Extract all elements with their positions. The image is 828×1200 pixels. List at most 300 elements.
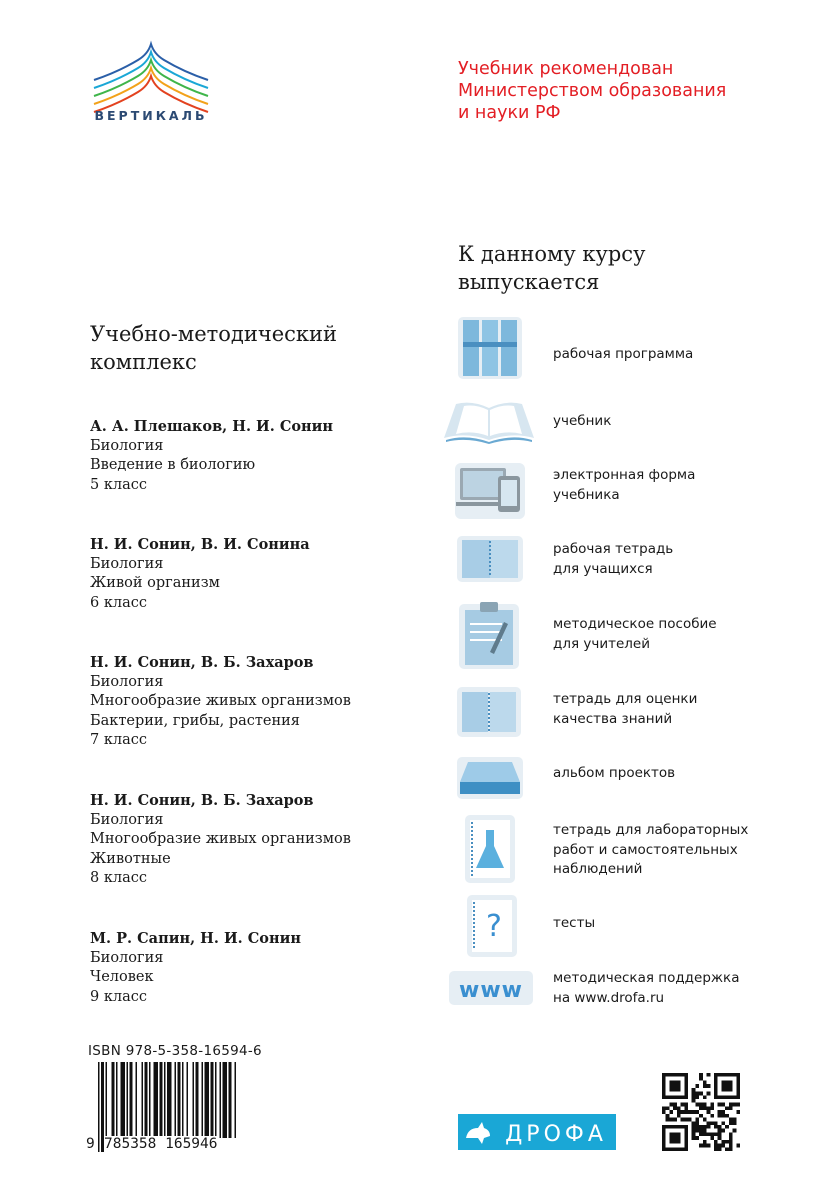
barcode-bar — [98, 1062, 100, 1152]
heading-line: выпускается — [458, 270, 600, 294]
qr-module — [710, 1114, 714, 1118]
book-authors: М. Р. Сапин, Н. И. Сонин — [90, 930, 301, 947]
resource-line: работ и самостоятельных — [553, 841, 738, 858]
qr-module — [729, 1140, 733, 1144]
qr-module — [666, 1095, 670, 1099]
qr-module — [729, 1132, 733, 1136]
qr-module — [725, 1080, 729, 1084]
qr-module — [736, 1077, 740, 1081]
workbook-icon — [456, 535, 524, 583]
qr-module — [725, 1114, 729, 1118]
qr-module — [692, 1121, 696, 1125]
resource-line: для учащихся — [553, 560, 653, 577]
qr-module — [707, 1121, 711, 1125]
qr-module — [733, 1095, 737, 1099]
resource-line: рабочая тетрадь — [553, 541, 674, 557]
qr-module — [699, 1073, 703, 1077]
book-entry — [90, 929, 420, 1007]
qr-module — [725, 1084, 729, 1088]
qr-module — [681, 1110, 685, 1114]
flask-icon — [464, 814, 516, 884]
qr-module — [662, 1110, 666, 1114]
qr-module — [729, 1080, 733, 1084]
qr-module — [662, 1136, 666, 1140]
qr-module — [662, 1092, 666, 1096]
resource-line: тетрадь для лабораторных — [553, 822, 749, 838]
qr-module — [707, 1125, 711, 1129]
barcode-bar — [193, 1062, 195, 1138]
qr-module — [695, 1092, 699, 1096]
www-text: www — [459, 978, 523, 1003]
qr-module — [681, 1125, 685, 1129]
book-authors: Н. И. Сонин, В. И. Сонина — [90, 536, 310, 553]
qr-module — [684, 1073, 688, 1077]
qr-module — [714, 1121, 718, 1125]
qr-module — [703, 1144, 707, 1148]
qr-module — [707, 1106, 711, 1110]
qr-module — [662, 1129, 666, 1133]
qr-module — [714, 1084, 718, 1088]
qr-module — [714, 1125, 718, 1129]
qr-module — [669, 1132, 673, 1136]
qr-module — [684, 1077, 688, 1081]
book-line: Биология — [90, 949, 164, 966]
qr-module — [714, 1073, 718, 1077]
qr-module — [673, 1095, 677, 1099]
book-line: Биология — [90, 811, 164, 828]
barcode-bar — [229, 1062, 232, 1138]
qr-module — [725, 1140, 729, 1144]
book-entry — [90, 791, 420, 889]
qr-module — [725, 1125, 729, 1129]
resource-line: учебник — [553, 413, 612, 429]
resource-label — [553, 690, 813, 729]
qr-module — [725, 1147, 729, 1151]
qr-module — [736, 1073, 740, 1077]
qr-module — [710, 1132, 714, 1136]
barcode-bar — [175, 1062, 177, 1138]
barcode-bar — [182, 1062, 184, 1138]
qr-module — [699, 1129, 703, 1133]
qr-module — [677, 1110, 681, 1114]
qr-module — [718, 1144, 722, 1148]
qr-module — [736, 1103, 740, 1107]
book-line: 7 класс — [90, 732, 147, 748]
qr-module — [669, 1147, 673, 1151]
qr-module — [714, 1147, 718, 1151]
qr-module — [721, 1095, 725, 1099]
qr-module — [707, 1073, 711, 1077]
qr-module — [692, 1136, 696, 1140]
qr-module — [666, 1114, 670, 1118]
qr-module — [684, 1106, 688, 1110]
question-mark: ? — [486, 909, 502, 944]
qr-module — [695, 1084, 699, 1088]
qr-module — [677, 1106, 681, 1110]
resource-line: методическое пособие — [553, 616, 717, 632]
qr-module — [718, 1125, 722, 1129]
question-icon — [466, 894, 518, 958]
qr-module — [736, 1084, 740, 1088]
qr-module — [681, 1073, 685, 1077]
qr-module — [677, 1140, 681, 1144]
qr-module — [729, 1088, 733, 1092]
qr-module — [692, 1092, 696, 1096]
qr-module — [684, 1103, 688, 1107]
qr-module — [666, 1147, 670, 1151]
qr-module — [673, 1125, 677, 1129]
qr-module — [677, 1084, 681, 1088]
qr-module — [695, 1129, 699, 1133]
book-line: Биология — [90, 555, 164, 572]
qr-module — [695, 1121, 699, 1125]
qr-module — [729, 1103, 733, 1107]
qr-module — [677, 1125, 681, 1129]
book-line: 9 класс — [90, 988, 147, 1005]
barcode-bar — [149, 1062, 151, 1138]
isbn-label: ISBN 978-5-358-16594-6 — [88, 1043, 262, 1059]
qr-module — [710, 1121, 714, 1125]
qr-module — [692, 1099, 696, 1103]
qr-module — [736, 1088, 740, 1092]
qr-module — [681, 1147, 685, 1151]
recommendation-line: и науки РФ — [458, 103, 561, 123]
resource-label — [553, 540, 813, 579]
qr-module — [703, 1132, 707, 1136]
book-line: Животные — [90, 850, 171, 867]
book-entry — [90, 417, 420, 495]
series-logo-text: ВЕРТИКАЛЬ — [94, 108, 208, 123]
qr-module — [673, 1118, 677, 1122]
qr-module — [677, 1088, 681, 1092]
qr-module — [662, 1080, 666, 1084]
barcode-bar — [160, 1062, 163, 1138]
resource-label — [553, 615, 813, 654]
barcode-digits: 785358 165946 — [104, 1136, 218, 1152]
qr-module — [677, 1114, 681, 1118]
qr-module — [703, 1095, 707, 1099]
qr-module — [684, 1080, 688, 1084]
book-line: 8 класс — [90, 870, 147, 886]
qr-module — [666, 1106, 670, 1110]
qr-module — [721, 1088, 725, 1092]
qr-module — [733, 1129, 737, 1133]
qr-module — [695, 1095, 699, 1099]
qr-module — [669, 1125, 673, 1129]
qr-module — [662, 1125, 666, 1129]
qr-module — [703, 1140, 707, 1144]
qr-module — [669, 1095, 673, 1099]
qr-module — [707, 1110, 711, 1114]
qr-module — [707, 1132, 711, 1136]
qr-module — [714, 1095, 718, 1099]
barcode-bar — [142, 1062, 144, 1138]
qr-module — [684, 1144, 688, 1148]
barcode-bar — [154, 1062, 159, 1138]
qr-module — [662, 1106, 666, 1110]
qr-module — [733, 1103, 737, 1107]
qr-module — [684, 1110, 688, 1114]
qr-module — [703, 1125, 707, 1129]
qr-module — [721, 1121, 725, 1125]
resource-line: качества знаний — [553, 710, 673, 727]
qr-module — [699, 1125, 703, 1129]
qr-module — [669, 1136, 673, 1140]
book-line: Живой организм — [90, 575, 220, 591]
qr-module — [673, 1080, 677, 1084]
qr-module — [703, 1080, 707, 1084]
qr-module — [688, 1110, 692, 1114]
qr-module — [721, 1140, 725, 1144]
qr-module — [703, 1106, 707, 1110]
qr-module — [729, 1121, 733, 1125]
resource-label — [553, 821, 813, 880]
barcode-bar — [130, 1062, 133, 1138]
barcode-bar — [121, 1062, 126, 1138]
qr-module — [721, 1110, 725, 1114]
qr-module — [710, 1106, 714, 1110]
qr-module — [699, 1114, 703, 1118]
qr-module — [721, 1129, 725, 1133]
qr-module — [721, 1084, 725, 1088]
qr-module — [699, 1144, 703, 1148]
qr-module — [725, 1073, 729, 1077]
qr-module — [721, 1144, 725, 1148]
qr-module — [710, 1136, 714, 1140]
recommendation-line: Министерством образования — [458, 81, 727, 101]
qr-module — [714, 1140, 718, 1144]
qr-module — [673, 1140, 677, 1144]
resource-label — [553, 345, 813, 365]
album-icon — [456, 756, 524, 800]
clipboard-icon — [458, 600, 520, 670]
barcode-bar — [116, 1062, 118, 1138]
qr-module — [736, 1110, 740, 1114]
resource-line: для учителей — [553, 635, 650, 652]
book-line: Биология — [90, 673, 164, 690]
qr-module — [673, 1084, 677, 1088]
resource-line: электронная форма — [553, 467, 696, 483]
qr-module — [684, 1147, 688, 1151]
qr-module — [721, 1080, 725, 1084]
qr-module — [736, 1144, 740, 1148]
www-icon — [448, 970, 534, 1006]
qr-module — [721, 1114, 725, 1118]
qr-module — [729, 1136, 733, 1140]
course-heading — [458, 240, 798, 296]
book-line: Бактерии, грибы, растения — [90, 712, 300, 729]
notebook-icon — [456, 686, 522, 738]
barcode-bar — [235, 1062, 237, 1138]
barcode-first-digit: 9 — [86, 1136, 95, 1152]
book-line: Многообразие живых организмов — [90, 831, 351, 847]
qr-module — [669, 1110, 673, 1114]
qr-module — [669, 1073, 673, 1077]
resource-line: наблюдений — [553, 861, 643, 877]
qr-module — [673, 1106, 677, 1110]
resource-line: учебника — [553, 486, 620, 503]
qr-module — [692, 1110, 696, 1114]
resource-line: методическая поддержка — [553, 970, 740, 986]
qr-module — [695, 1118, 699, 1122]
qr-module — [677, 1073, 681, 1077]
qr-module — [699, 1132, 703, 1136]
resource-label — [553, 466, 813, 505]
book-entry — [90, 535, 420, 613]
qr-module — [714, 1088, 718, 1092]
qr-module — [669, 1080, 673, 1084]
qr-module — [662, 1088, 666, 1092]
qr-module — [718, 1073, 722, 1077]
qr-module — [684, 1084, 688, 1088]
qr-module — [707, 1092, 711, 1096]
qr-module — [677, 1132, 681, 1136]
qr-module — [673, 1136, 677, 1140]
complex-heading — [90, 320, 410, 376]
qr-module — [662, 1084, 666, 1088]
qr-module — [684, 1095, 688, 1099]
qr-module — [692, 1132, 696, 1136]
qr-module — [669, 1088, 673, 1092]
book-line: 5 класс — [90, 476, 147, 493]
heading-line: комплекс — [90, 350, 197, 374]
qr-code — [662, 1073, 740, 1151]
qr-module — [681, 1103, 685, 1107]
barcode-bar — [136, 1062, 138, 1138]
qr-module — [707, 1144, 711, 1148]
qr-module — [721, 1103, 725, 1107]
qr-module — [684, 1092, 688, 1096]
qr-module — [677, 1147, 681, 1151]
qr-module — [662, 1144, 666, 1148]
barcode-bar — [106, 1062, 108, 1138]
qr-module — [669, 1140, 673, 1144]
barcode-bar — [211, 1062, 214, 1138]
book-line: 6 класс — [90, 594, 147, 611]
barcode-bar — [223, 1062, 228, 1138]
qr-module — [699, 1077, 703, 1081]
barcode-bar — [202, 1062, 204, 1138]
qr-module — [733, 1118, 737, 1122]
qr-module — [718, 1110, 722, 1114]
resource-line: тесты — [553, 915, 596, 931]
qr-module — [736, 1095, 740, 1099]
qr-module — [736, 1080, 740, 1084]
resource-line: на www.drofa.ru — [553, 989, 665, 1006]
qr-module — [695, 1136, 699, 1140]
barcode-bar — [167, 1062, 172, 1138]
qr-module — [695, 1125, 699, 1129]
qr-module — [684, 1129, 688, 1133]
qr-module — [673, 1088, 677, 1092]
qr-module — [714, 1132, 718, 1136]
resource-label — [553, 412, 813, 432]
qr-module — [729, 1144, 733, 1148]
qr-module — [703, 1118, 707, 1122]
qr-module — [703, 1103, 707, 1107]
qr-module — [666, 1125, 670, 1129]
qr-module — [673, 1132, 677, 1136]
qr-module — [669, 1103, 673, 1107]
book-authors: Н. И. Сонин, В. Б. Захаров — [90, 792, 314, 809]
qr-module — [718, 1136, 722, 1140]
qr-module — [673, 1103, 677, 1107]
qr-module — [729, 1106, 733, 1110]
qr-module — [725, 1106, 729, 1110]
qr-module — [684, 1136, 688, 1140]
heading-line: К данному курсу — [458, 242, 646, 266]
book-line: Введение в биологию — [90, 457, 256, 473]
resource-label — [553, 914, 813, 934]
qr-module — [733, 1073, 737, 1077]
qr-module — [703, 1129, 707, 1133]
heading-line: Учебно-методический — [90, 322, 338, 346]
qr-module — [710, 1103, 714, 1107]
qr-module — [684, 1140, 688, 1144]
book-authors: А. А. Плешаков, Н. И. Сонин — [90, 418, 334, 435]
qr-module — [662, 1095, 666, 1099]
barcode-bar — [196, 1062, 199, 1138]
qr-module — [692, 1129, 696, 1133]
qr-module — [662, 1147, 666, 1151]
qr-module — [718, 1103, 722, 1107]
barcode-bar — [205, 1062, 210, 1138]
qr-module — [729, 1073, 733, 1077]
qr-module — [718, 1114, 722, 1118]
barcode-bar — [112, 1062, 115, 1138]
qr-module — [699, 1103, 703, 1107]
qr-module — [662, 1073, 666, 1077]
qr-module — [714, 1080, 718, 1084]
binders-icon — [457, 316, 523, 380]
barcode-bar — [164, 1062, 166, 1138]
resource-label — [553, 969, 813, 1008]
qr-module — [721, 1073, 725, 1077]
qr-module — [699, 1106, 703, 1110]
drofa-logo — [458, 1114, 616, 1150]
qr-module — [718, 1132, 722, 1136]
qr-module — [673, 1073, 677, 1077]
qr-module — [714, 1144, 718, 1148]
book-entry — [90, 653, 420, 751]
qr-module — [677, 1095, 681, 1099]
qr-module — [673, 1147, 677, 1151]
qr-module — [695, 1110, 699, 1114]
qr-module — [669, 1118, 673, 1122]
qr-module — [662, 1132, 666, 1136]
barcode-bar — [220, 1062, 222, 1138]
book-authors: Н. И. Сонин, В. Б. Захаров — [90, 654, 314, 671]
resource-label — [553, 764, 813, 784]
qr-module — [684, 1118, 688, 1122]
recommendation-text — [458, 58, 798, 124]
qr-module — [662, 1140, 666, 1144]
qr-module — [718, 1095, 722, 1099]
barcode-bar — [145, 1062, 148, 1138]
book-line: Человек — [90, 969, 154, 985]
qr-module — [692, 1088, 696, 1092]
qr-module — [688, 1118, 692, 1122]
qr-module — [736, 1092, 740, 1096]
qr-module — [714, 1077, 718, 1081]
resource-line: тетрадь для оценки — [553, 691, 698, 707]
qr-module — [684, 1132, 688, 1136]
open-book-icon — [442, 398, 536, 444]
qr-module — [692, 1095, 696, 1099]
qr-module — [729, 1147, 733, 1151]
qr-module — [681, 1095, 685, 1099]
qr-module — [677, 1136, 681, 1140]
